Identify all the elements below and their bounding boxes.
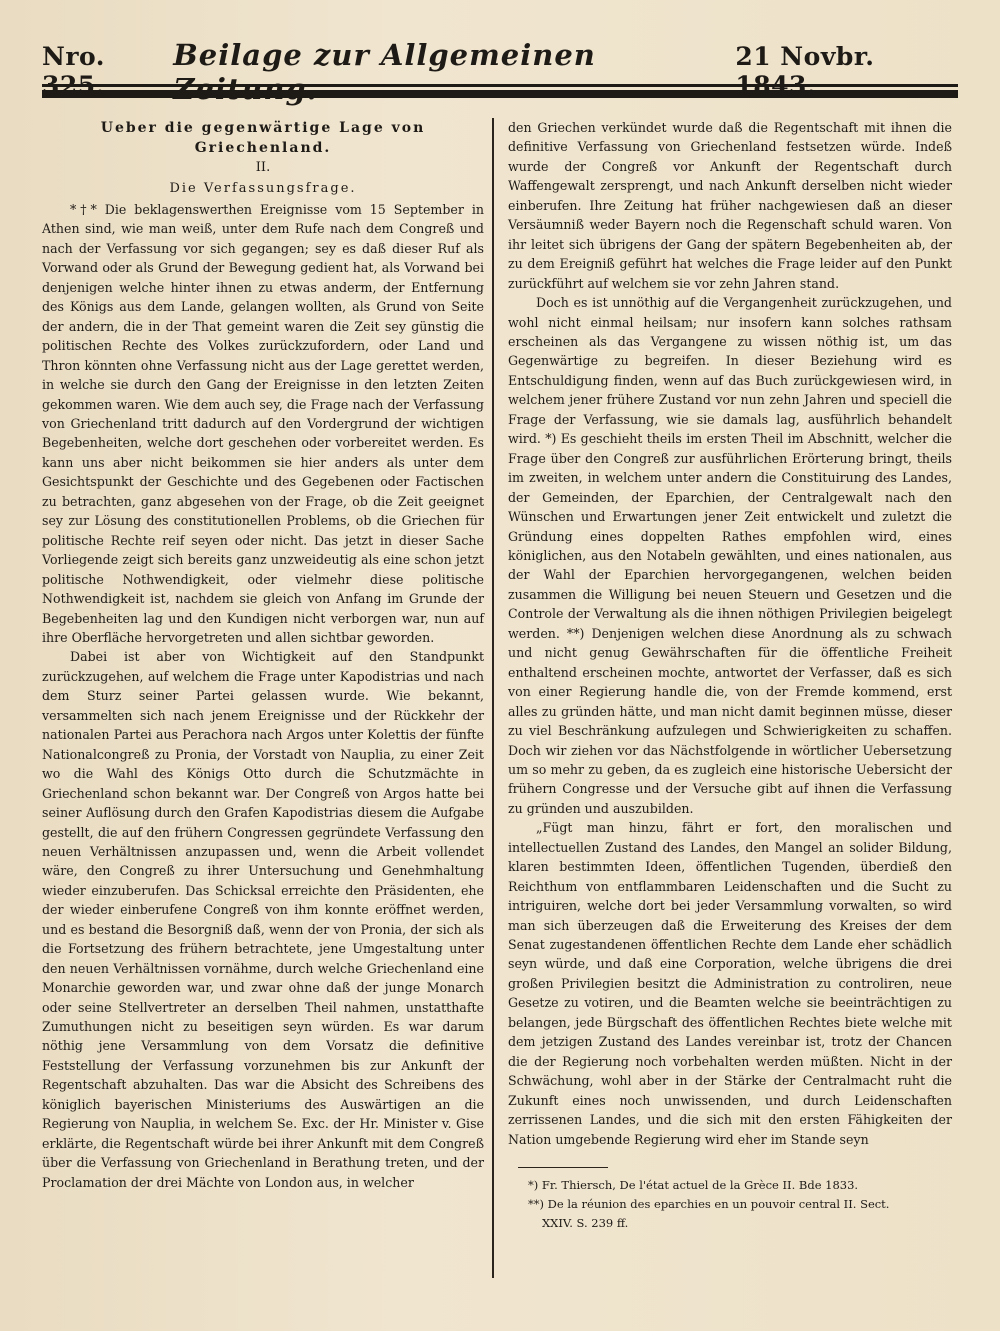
paragraph: „Fügt man hinzu, fährt er fort, den moralischen und intellectuellen Zustand des Landes, den Mangel an solider Bildung, klaren bestimmten Ideen, öffentlichen Tugenden, überdieß den Reichthum von entflammbaren Leidenschaften und die Sucht zu intriguiren, welche dort bei jeder Versammlung vorwalten, so wird man sich überzeugen daß die Erweiterung des Kreises der dem Senat zugestandenen öffentlichen Rechte dem Lande eher schädlich seyn würde, und daß eine Corporation, welche übrigens die drei großen Privilegien besitzt die Administration zu controliren, neue Gesetze zu votiren, und die Beamten welche sie beeinträchtigen zu belangen, jede Bürgschaft des öffentlichen Rechtes biete welche mit dem jetzigen Zustand des Landes vereinbar ist, trotz der Chancen die der Regierung noch vorbehalten werden müßten. Nicht in der Schwächung, wohl aber in der Stärke der Centralmacht ruht die Zukunft eines noch unwissenden, und durch Leidenschaften zerrissenen Landes, und die sich mit den ersten Fähigkeiten der Nation umgebende Regierung wird eher im Stande seyn bbox=[508, 820, 952, 1147]
right-column bbox=[494, 118, 952, 1278]
issue-date: 21 Novbr. 1843. bbox=[735, 42, 875, 100]
article-columns bbox=[42, 118, 958, 1278]
article-part: II. bbox=[255, 160, 271, 175]
paragraph: Doch es ist unnöthig auf die Vergangenheit zurückzugehen, und wohl nicht einmal heilsam; nur insofern kann solches rathsam erscheinen als das Vergangene zu wissen nöthig ist, um das Gegenwärtige zu begreifen. In dieser Beziehung wird es Entschuldigung finden, wenn auf das Buch zurückgewiesen wird, in welchem jener frühere Zustand vor nun zehn Jahren und speciell die Frage der Verfassung, wie sie damals lag, ausführlich behandelt wird. *) Es geschieht theils im ersten Theil im Abschnitt, welcher die Frage über den Congreß zur ausführlichen Erörterung bringt, theils im zweiten, in welchem unter andern die Constituirung des Landes, der Gemeinden, der Eparchien, der Centralgewalt nach den Wünschen und Erwartungen jener Zeit entwickelt und zuletzt die Gründung eines doppelten Rathes empfohlen wird, eines königlichen, aus den Notabeln gewählten, und eines nationalen, aus der Wahl der Eparchien hervorgegangenen, welchen beiden zusammen die Willigung bei neuen Steuern und Gesetzen und die Controle der Verwaltung als die ihnen nöthigen Privilegien beigelegt werden. **) Denjenigen welchen diese Anordnung als zu schwach und nicht genug Gewährschaften für die öffentliche Freiheit enthaltend erscheinen mochte, antwortet der Verfasser, daß es sich von einer Regierung handle die, von der Fremde kommend, erst alles zu gründen hätte, und man nicht damit beginnen müsse, dieser zu viel Beschränkung aufzulegen und Schwierigkeiten zu schaffen. Doch wir ziehen vor das Nächstfolgende in wörtlicher Uebersetzung um so mehr zu geben, da es zugleich eine historische Uebersicht der frühern Congresse und der Versuche gibt auf ihnen die Verfassung zu gründen und auszubilden. bbox=[508, 295, 952, 816]
footnote: **) De la réunion des eparchies en un pouvoir central II. Sect. bbox=[528, 1197, 890, 1212]
masthead bbox=[42, 38, 958, 106]
footnote-continuation: XXIV. S. 239 ff. bbox=[542, 1216, 629, 1231]
issue-number: Nro. 325. bbox=[42, 42, 105, 100]
footnote-rule bbox=[518, 1167, 608, 1168]
paragraph: den Griechen verkündet wurde daß die Regentschaft mit ihnen die definitive Verfassung von Griechenland festsetzen würde. Indeß wurde der Congreß vor Ankunft der Regentschaft durch Waffengewalt zersprengt, und nach Ankunft derselben nicht wieder einberufen. Ihre Zeitung hat früher nachgewiesen daß an dieser Versäumniß weder Bayern noch die Regenschaft schuld waren. Von ihr leitet sich übrigens der Gang der spätern Begebenheiten ab, der zu dem Ereigniß geführt hat welches die Frage leider auf den Punkt zurückführt auf welchem sie vor zehn Jahren stand. bbox=[508, 120, 952, 291]
article-title: Ueber die gegenwärtige Lage von Griechenland. bbox=[100, 120, 426, 156]
paragraph: *†* Die beklagenswerthen Ereignisse vom 15 September in Athen sind, wie man weiß, unter dem Rufe nach dem Congreß und nach der Verfassung vor sich gegangen; sey es daß dieser Ruf als Vorwand oder als Grund der Bewegung gedient hat, als Vorwand bei denjenigen welche hinter ihnen zu etwas anderm, der Entfernung des Königs aus dem Lande, gelangen wollten, als Grund von Seite der andern, die in der That gemeint waren die Zeit sey günstig die politischen Rechte des Volkes zurückzufordern, oder Land und Thron könnten ohne Verfassung nicht aus der Lage gerettet werden, in welche sie durch den Gang der Ereignisse in den letzten Zeiten gekommen waren. Wie dem auch sey, die Frage nach der Verfassung von Griechenland tritt dadurch auf den Vordergrund der wichtigen Begebenheiten, welche dort geschehen oder vorbereitet werden. Es kann uns aber nicht beikommen sie hier anders als unter dem Gesichtspunkt der Geschichte und des Gegebenen oder Factischen zu betrachten, ganz abgesehen von der Frage, ob die Zeit geeignet sey zur Lösung des constitutionellen Problems, ob die Griechen für politische Rechte reif seyen oder nicht. Das jetzt in dieser Sache Vorliegende zeigt sich bereits ganz unzweideutig als eine schon jetzt politische Nothwendigkeit, oder vielmehr diese politische Nothwendigkeit ist, nachdem sie gleich von Anfang im Grunde der Begebenheiten lag und den Kundigen nicht verborgen war, nun auf ihre Oberfläche hervorgetreten und allen sichtbar geworden. bbox=[42, 202, 484, 645]
footnote: *) Fr. Thiersch, De l'état actuel de la Grèce II. Bde 1833. bbox=[528, 1178, 859, 1193]
paragraph: Dabei ist aber von Wichtigkeit auf den Standpunkt zurückzugehen, auf welchem die Frage unter Kapodistrias und nach dem Sturz seiner Partei gelassen wurde. Wie bekannt, versammelten sich nach jenem Ereignisse und der Rückkehr der nationalen Partei aus Perachora nach Argos unter Kolettis der fünfte Nationalcongreß zu Pronia, der Vorstadt von Nauplia, zu einer Zeit wo die Wahl des Königs Otto durch die Schutzmächte in Griechenland schon bekannt war. Der Congreß von Argos hatte bei seiner Auflösung durch den Grafen Kapodistrias diesem die Aufgabe gestellt, die auf den frühern Congressen gegründete Verfassung den neuen Verhältnissen anzupassen und, wenn die Arbeit vollendet wäre, den Congreß zu ihrer Untersuchung und Genehmhaltung wieder einzuberufen. Das Schicksal erreichte den Präsidenten, ehe der wieder einberufene Congreß von ihm konnte eröffnet werden, und es bestand die Besorgniß daß, wenn der von Pronia, der sich als die Fortsetzung des frühern betrachtete, jene Umgestaltung unter den neuen Verhältnissen vornähme, durch welche Griechenland eine Monarchie geworden war, und zwar ohne daß der junge Monarch oder seine Stellvertreter an derselben Theil nahmen, unstatthafte Zumuthungen nicht zu beseitigen seyn würden. Es war darum nöthig jene Versammlung von dem Vorsatz die definitive Feststellung der Verfassung vorzunehmen bis zur Ankunft der Regentschaft abzuhalten. Das war die Absicht des Schreibens des königlich bayerischen Ministeriums des Auswärtigen an die Regierung von Nauplia, in welchem Se. Exc. der Hr. Minister v. Gise erklärte, die Regentschaft würde bei ihrer Ankunft mit dem Congreß über die Verfassung von Griechenland in Berathung treten, und der Proclamation der drei Mächte von London aus, in welcher bbox=[42, 649, 484, 1190]
newspaper-title: Beilage zur Allgemeinen Zeitung. bbox=[173, 38, 596, 106]
left-column bbox=[42, 118, 492, 1278]
article-subtitle: Die Verfassungsfrage. bbox=[169, 181, 357, 196]
